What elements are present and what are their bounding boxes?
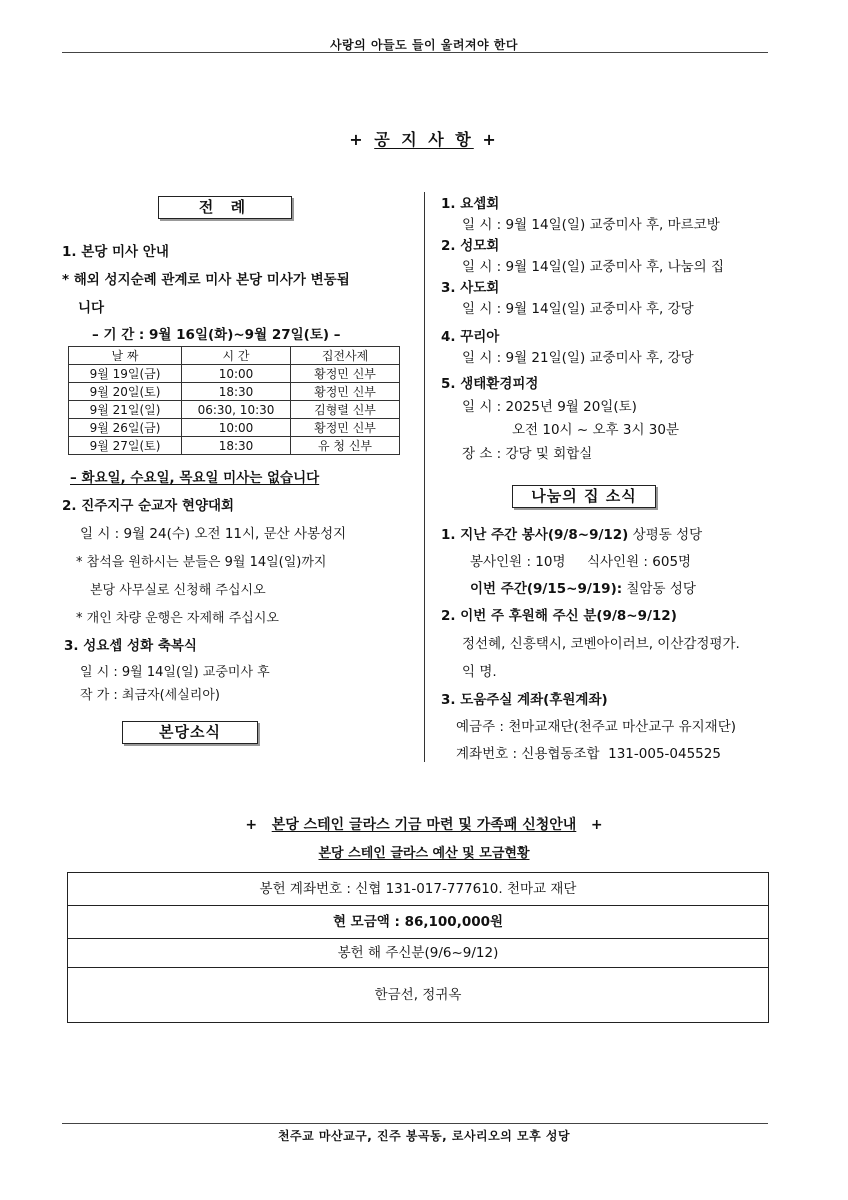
sharing-1-next bbox=[470, 577, 696, 597]
plus-left: + bbox=[245, 817, 258, 833]
mass-note-2: 니다 bbox=[78, 300, 105, 316]
item-title: 3. 사도회 bbox=[441, 280, 500, 296]
col-priest: 집전사제 bbox=[291, 347, 400, 365]
icon-blessing-date: 일 시 : 9월 14일(일) 교중미사 후 bbox=[80, 665, 270, 680]
item-line: 오전 10시 ~ 오후 3시 30분 bbox=[512, 422, 680, 438]
cell-time: 10:00 bbox=[182, 419, 291, 437]
column-divider bbox=[424, 192, 425, 762]
item-title: 5. 생태환경피정 bbox=[441, 376, 539, 392]
table-header-row bbox=[69, 347, 400, 365]
fund-account: 봉헌 계좌번호 : 신협 131-017-777610. 천마교 재단 bbox=[68, 873, 768, 906]
martyr-heading: 2. 진주지구 순교자 현양대회 bbox=[62, 498, 235, 514]
cell-priest: 유 청 신부 bbox=[291, 437, 400, 455]
mass-note-1: * 해외 성지순례 관계로 미사 본당 미사가 변동됩 bbox=[62, 272, 350, 288]
cell-priest: 김형렬 신부 bbox=[291, 401, 400, 419]
icon-blessing-artist: 작 가 : 최금자(세실리아) bbox=[80, 688, 220, 703]
fund-donors: 한금선, 정귀옥 bbox=[374, 987, 462, 1003]
footer-divider bbox=[62, 1123, 768, 1124]
sharing-3-holder: 예금주 : 천마교재단(천주교 마산교구 유지재단) bbox=[456, 719, 737, 735]
col-date: 날 짜 bbox=[69, 347, 182, 365]
plus-left: + bbox=[349, 130, 366, 149]
sharing-2-heading: 2. 이번 주 후원해 주신 분(9/8~9/12) bbox=[441, 608, 677, 624]
item-line: 일 시 : 9월 21일(일) 교중미사 후, 강당 bbox=[462, 350, 694, 366]
fund-title-line bbox=[0, 814, 848, 834]
sharing-1-heading-bold: 1. 지난 주간 봉사(9/8~9/12) bbox=[441, 527, 629, 543]
sharing-1-next-bold: 이번 주간(9/15~9/19): bbox=[470, 581, 623, 597]
item-title: 2. 성모회 bbox=[441, 238, 500, 254]
cell-priest: 황정민 신부 bbox=[291, 419, 400, 437]
martyr-note-2: 본당 사무실로 신청해 주십시오 bbox=[90, 583, 266, 598]
header-slogan: 사랑의 아들도 들이 울려져야 한다 bbox=[329, 38, 518, 52]
item-line: 일 시 : 9월 14일(일) 교중미사 후, 강당 bbox=[462, 301, 694, 317]
cell-time: 06:30, 10:30 bbox=[182, 401, 291, 419]
martyr-note-1: * 참석을 원하시는 분들은 9월 14일(일)까지 bbox=[76, 555, 327, 570]
cell-priest: 황정민 신부 bbox=[291, 365, 400, 383]
plus-right: + bbox=[590, 817, 603, 833]
sharing-1-people: 봉사인원 : 10명 식사인원 : 605명 bbox=[470, 554, 692, 570]
sharing-1-next-place: 칠암동 성당 bbox=[622, 581, 696, 597]
sharing-house-label: 나눔의 집 소식 bbox=[512, 485, 656, 508]
table-row bbox=[69, 365, 400, 383]
header-divider bbox=[62, 52, 768, 53]
cell-priest: 황정민 신부 bbox=[291, 383, 400, 401]
cell-date: 9월 20일(토) bbox=[69, 383, 182, 401]
fund-subtitle: 본당 스테인 글라스 예산 및 모금현황 bbox=[318, 846, 530, 861]
item-title: 4. 꾸리아 bbox=[441, 329, 500, 345]
no-mass-note: – 화요일, 수요일, 목요일 미사는 없습니다 bbox=[70, 470, 320, 486]
mass-heading: 1. 본당 미사 안내 bbox=[62, 244, 169, 260]
fund-title: 본당 스테인 글라스 기금 마련 및 가족패 신청안내 bbox=[271, 817, 577, 833]
cell-time: 10:00 bbox=[182, 365, 291, 383]
sharing-3-heading: 3. 도움주실 계좌(후원계좌) bbox=[441, 692, 608, 708]
notice-title-text: 공 지 사 항 bbox=[374, 130, 474, 149]
cell-date: 9월 26일(금) bbox=[69, 419, 182, 437]
fund-donors-label: 봉헌 해 주신분(9/6~9/12) bbox=[68, 939, 768, 968]
table-row bbox=[69, 419, 400, 437]
notice-title bbox=[0, 127, 848, 150]
sharing-2-line-1: 정선혜, 신흥택시, 코벤아이러브, 이산감정평가. bbox=[462, 636, 740, 652]
table-row bbox=[69, 383, 400, 401]
sharing-1-heading bbox=[441, 523, 702, 543]
cell-time: 18:30 bbox=[182, 383, 291, 401]
table-row bbox=[69, 401, 400, 419]
fund-current-amount: 현 모금액 : 86,100,000원 bbox=[68, 906, 768, 939]
cell-date: 9월 19일(금) bbox=[69, 365, 182, 383]
item-line: 일 시 : 2025년 9월 20일(토) bbox=[462, 399, 637, 415]
table-row bbox=[69, 437, 400, 455]
icon-blessing-heading: 3. 성요셉 성화 축복식 bbox=[64, 638, 197, 654]
item-line: 일 시 : 9월 14일(일) 교중미사 후, 마르코방 bbox=[462, 217, 720, 233]
item-line: 장 소 : 강당 및 회합실 bbox=[462, 446, 593, 462]
cell-date: 9월 21일(일) bbox=[69, 401, 182, 419]
plus-right: + bbox=[482, 130, 499, 149]
mass-schedule-table bbox=[68, 346, 400, 455]
parish-news-label: 본당소식 bbox=[122, 721, 258, 744]
cell-date: 9월 27일(토) bbox=[69, 437, 182, 455]
liturgy-label: 전 례 bbox=[158, 196, 292, 219]
item-line: 일 시 : 9월 14일(일) 교중미사 후, 나눔의 집 bbox=[462, 259, 725, 275]
sharing-1-heading-place: 상평동 성당 bbox=[628, 527, 703, 543]
martyr-note-3: * 개인 차량 운행은 자제해 주십시오 bbox=[76, 611, 279, 626]
sharing-2-line-2: 익 명. bbox=[462, 664, 497, 680]
fund-box bbox=[67, 872, 769, 1023]
col-time: 시 간 bbox=[182, 347, 291, 365]
footer-text: 천주교 마산교구, 진주 봉곡동, 로사리오의 모후 성당 bbox=[277, 1129, 571, 1143]
mass-period: – 기 간 : 9월 16일(화)~9월 27일(토) – bbox=[92, 327, 341, 343]
cell-time: 18:30 bbox=[182, 437, 291, 455]
martyr-date: 일 시 : 9월 24(수) 오전 11시, 문산 사봉성지 bbox=[80, 526, 347, 542]
item-title: 1. 요셉회 bbox=[441, 196, 500, 212]
sharing-3-account: 계좌번호 : 신용협동조합 131-005-045525 bbox=[456, 746, 721, 762]
